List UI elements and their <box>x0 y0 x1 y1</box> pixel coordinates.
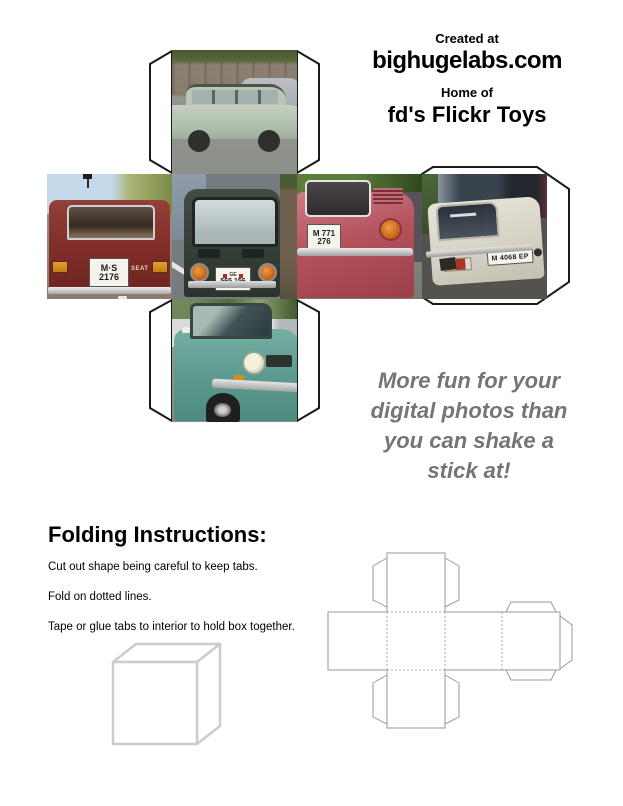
rear-window <box>435 201 499 241</box>
instruction-step: Fold on dotted lines. <box>48 591 152 603</box>
engine-vent-left <box>198 249 220 258</box>
template-tab <box>506 670 556 680</box>
seat-badge: SEAT <box>131 266 149 272</box>
template-tab <box>373 675 387 724</box>
exhaust-pipe <box>117 295 128 299</box>
plate-number: M 4068 EP <box>491 252 530 263</box>
street-lamp-head <box>83 174 92 179</box>
cube-face-photo-top <box>172 50 297 174</box>
template-outline <box>328 553 560 728</box>
template-tab <box>445 675 459 724</box>
plate-line2: 2176 <box>98 271 120 282</box>
engine-vents <box>373 188 403 204</box>
cube-face-photo-far-right <box>422 174 547 299</box>
assembled-cube-drawing <box>100 640 226 754</box>
right-tail-light <box>258 263 277 282</box>
slogan-line: More fun for your <box>377 368 561 393</box>
slogan-line: stick at! <box>427 458 511 483</box>
headlight <box>242 351 266 375</box>
cube-right-face <box>197 644 220 744</box>
cube-face-photo-front <box>172 174 297 299</box>
chrome-bumper <box>188 281 276 288</box>
template-tab <box>506 602 556 612</box>
slogan-line: digital photos than <box>370 398 568 423</box>
product-name: fd's Flickr Toys <box>387 102 547 127</box>
template-tab <box>560 616 572 669</box>
sedan-windows <box>192 90 278 104</box>
mud-flap <box>439 257 457 271</box>
slogan-line: you can shake a <box>384 428 554 453</box>
rear-wheel <box>258 130 280 152</box>
swiss-crest-icon <box>239 274 243 278</box>
side-mirror <box>182 327 190 333</box>
instructions-heading: Folding Instructions: <box>48 522 267 547</box>
grille <box>266 355 292 367</box>
plate-region: GE <box>229 272 237 278</box>
site-name: bighugelabs.com <box>372 47 562 74</box>
swiss-crest-icon <box>223 274 227 278</box>
unfolded-template-drawing <box>320 545 576 735</box>
cube-face-photo-bottom <box>172 299 297 422</box>
template-tab <box>445 558 459 607</box>
right-stone-wall <box>280 174 297 299</box>
fold-tab-top-left <box>149 50 173 174</box>
right-indicator-light <box>152 261 168 273</box>
fold-tab-bottom-left <box>149 299 173 422</box>
windshield <box>190 303 272 339</box>
simca-car-body <box>184 189 280 297</box>
left-indicator-light <box>52 261 68 273</box>
renault-car-body <box>427 196 544 286</box>
instruction-step: Tape or glue tabs to interior to hold box together. <box>48 621 295 633</box>
plate-line1: M 771 <box>312 229 336 238</box>
wheel-hub <box>214 403 231 417</box>
fold-tab-bottom-right <box>296 299 320 422</box>
fold-tab-top-right <box>296 50 320 174</box>
license-plate <box>89 258 129 287</box>
engine-vent-right <box>242 249 264 258</box>
fuel-cap <box>534 248 543 257</box>
branding-block <box>347 31 587 128</box>
home-of-label: Home of <box>441 85 493 100</box>
left-tail-light <box>190 263 209 282</box>
cube-front-face <box>113 662 197 744</box>
chrome-bumper <box>297 248 413 256</box>
instruction-step: Cut out shape being careful to keep tabs. <box>48 561 258 573</box>
cube-face-photo-left <box>47 174 172 299</box>
rear-window <box>192 197 278 247</box>
rear-window <box>67 205 155 240</box>
chrome-bumper <box>48 287 171 294</box>
created-at-label: Created at <box>435 31 499 46</box>
cube-face-photo-right <box>297 174 422 299</box>
plate-line2: 276 <box>317 237 331 246</box>
front-wheel <box>188 130 210 152</box>
plate-line1: M·S <box>100 262 118 273</box>
rear-window <box>305 180 371 217</box>
round-tail-light <box>379 218 402 241</box>
slogan-block <box>349 366 589 486</box>
template-tab <box>373 558 387 607</box>
window-sticker <box>450 213 476 218</box>
